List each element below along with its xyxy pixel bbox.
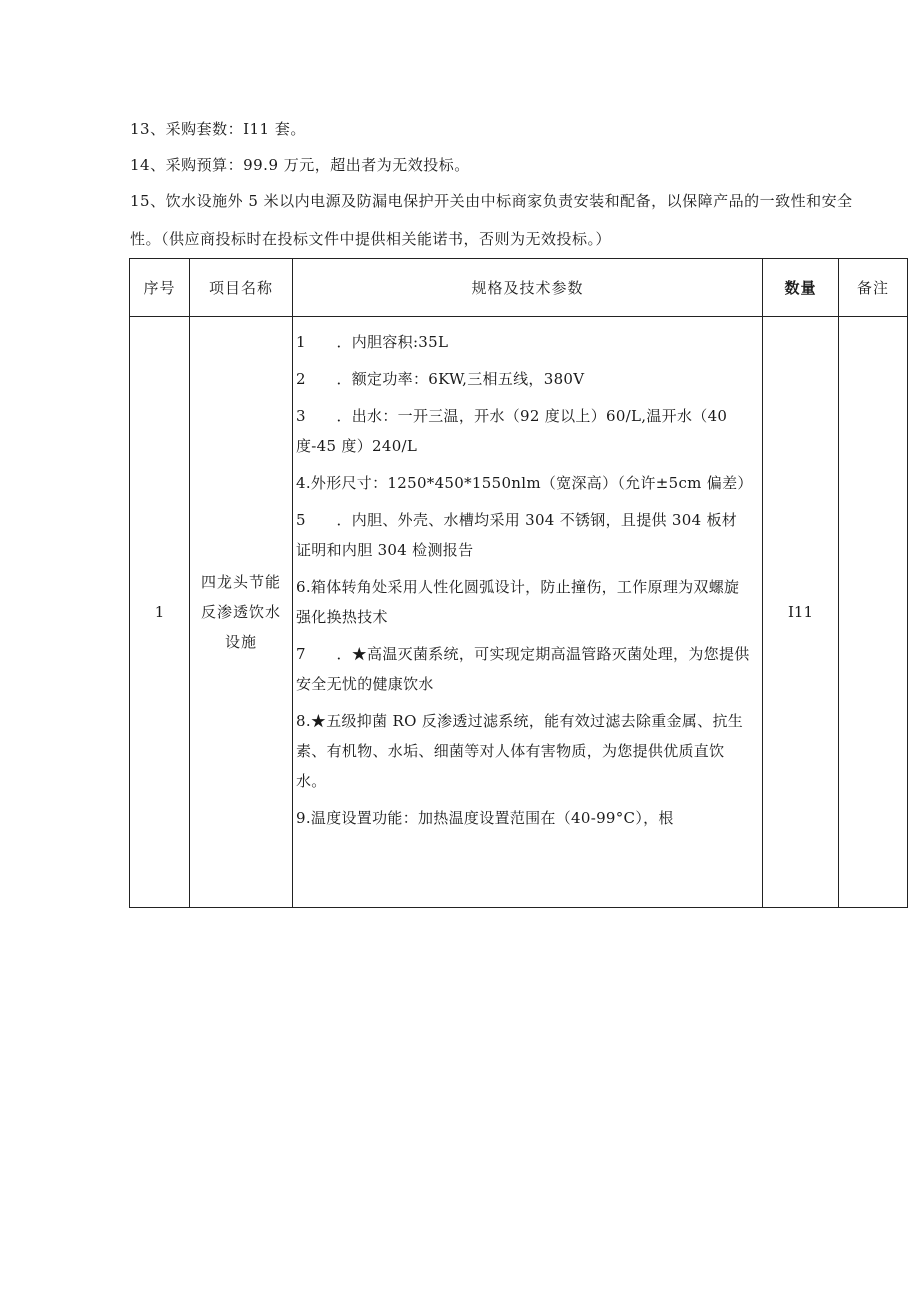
spec-item-design: 6.箱体转角处采用人性化圆弧设计，防止撞伤，工作原理为双螺旋强化换热技术 xyxy=(296,578,740,626)
purchase-quantity-paragraph: 13、采购套数：I11 套。 xyxy=(130,120,306,138)
header-item-name: 项目名称 xyxy=(190,259,293,317)
row-specification xyxy=(293,317,763,908)
spec-item-filtration: 8.★五级抑菌 RO 反渗透过滤系统，能有效过滤去除重金属、抗生素、有机物、水垢、细菌等对人体有害物质，为您提供优质直饮水。 xyxy=(296,712,744,790)
purchase-budget-paragraph: 14、采购预算：99.9 万元，超出者为无效投标。 xyxy=(130,156,470,174)
table-row xyxy=(130,317,908,908)
spec-item-power: 2 ．额定功率：6KW,三相五线，380V xyxy=(296,370,585,388)
row-item-name: 四龙头节能反渗透饮水设施 xyxy=(190,317,293,908)
header-quantity: 数量 xyxy=(763,259,839,317)
spec-item-temperature: 9.温度设置功能：加热温度设置范围在（40-99°C），根 xyxy=(296,809,674,827)
spec-item-capacity: 1 ．内胆容积:35L xyxy=(296,333,449,351)
installation-requirement-paragraph: 15、饮水设施外 5 米以内电源及防漏电保护开关由中标商家负责安装和配备，以保障产品的一致性和安全 xyxy=(130,192,853,210)
row-remarks xyxy=(839,317,908,908)
row-quantity: I11 xyxy=(763,317,839,908)
row-index: 1 xyxy=(130,317,190,908)
header-specification: 规格及技术参数 xyxy=(293,259,763,317)
spec-item-dimensions: 4.外形尺寸：1250*450*1550nlm（宽深高）（允许±5cm 偏差） xyxy=(296,474,753,492)
specification-table xyxy=(129,258,908,908)
spec-item-water-output: 3 ．出水：一开三温，开水（92 度以上）60/L,温开水（40 度-45 度）240/L xyxy=(296,407,728,455)
installation-requirement-paragraph-continued: 性。（供应商投标时在投标文件中提供相关能诺书，否则为无效投标。） xyxy=(130,230,612,248)
spec-item-sterilization: 7 ．★高温灭菌系统，可实现定期高温管路灭菌处理，为您提供安全无忧的健康饮水 xyxy=(296,645,750,693)
header-index: 序号 xyxy=(130,259,190,317)
header-remarks: 备注 xyxy=(839,259,908,317)
table-header-row xyxy=(130,259,908,317)
spec-item-material: 5 ．内胆、外壳、水槽均采用 304 不锈钢，且提供 304 板材证明和内胆 304 检测报告 xyxy=(296,511,738,559)
